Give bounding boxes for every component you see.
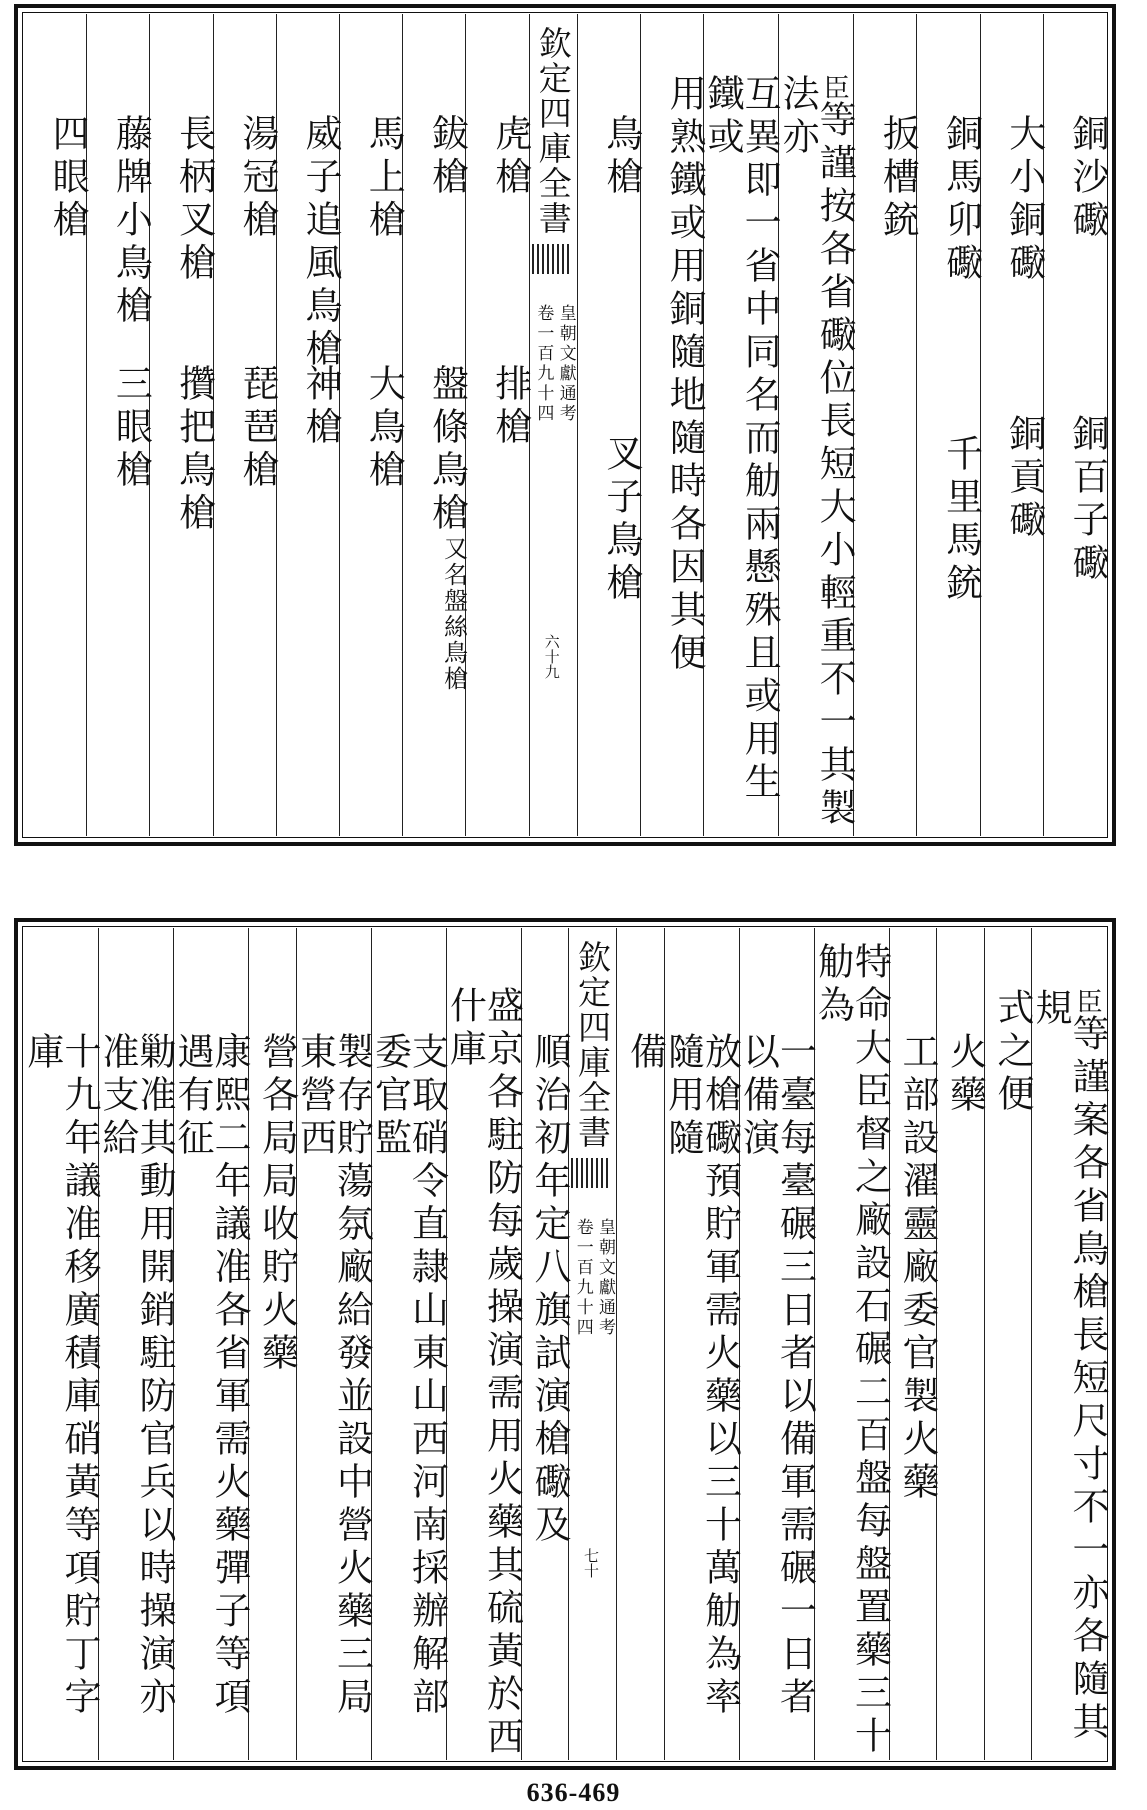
text-column xyxy=(577,14,643,836)
body-text: 盛京各駐防每歲操演需用火藥其硫黃於西什庫 xyxy=(443,986,524,1760)
minister-mark: 臣 xyxy=(819,74,850,100)
body-text: 營各局局收貯火藥 xyxy=(255,1032,299,1376)
body-text: 特命大臣督之廠設石碾二百盤每盤置藥三十觔為 xyxy=(811,942,892,1759)
fish-tail-mark xyxy=(532,244,570,274)
commentary-text: 式之便 xyxy=(991,988,1034,1117)
item-name: 三眼槍 xyxy=(109,364,153,493)
item-name: 長柄叉槍 xyxy=(172,114,216,286)
item-name: 盤條鳥槍 xyxy=(425,364,469,536)
bottom-page-columns xyxy=(21,928,1109,1760)
text-column xyxy=(443,928,524,1760)
book-title: 欽定四庫全書 xyxy=(573,940,612,1150)
source-title: 皇朝文獻通考 xyxy=(555,304,576,424)
text-column xyxy=(853,14,920,836)
text-column xyxy=(149,14,216,836)
body-text: 十九年議准移廣積庫硝黃等項貯丁字庫 xyxy=(21,1032,101,1720)
item-name: 鳥槍 xyxy=(599,114,643,200)
item-name: 湯冠槍 xyxy=(235,114,279,243)
item-name: 神槍 xyxy=(299,364,343,450)
item-name: 銅百子礮 xyxy=(1066,414,1109,586)
body-text: 支取硝令直隷山東山西河南採辦解部委官監 xyxy=(368,1032,449,1720)
body-text: 勦准其動用開銷駐防官兵以時操演亦准支給 xyxy=(96,1032,176,1720)
commentary-text: 等謹案各省鳥槍長短尺寸不一亦各隨其規 xyxy=(1029,988,1109,1745)
text-column xyxy=(171,928,251,1760)
bottom-page xyxy=(14,918,1116,1770)
text-column xyxy=(736,928,817,1760)
source-title: 皇朝文獻通考 xyxy=(595,1218,615,1338)
text-column xyxy=(984,928,1032,1760)
item-name: 大小銅礮 xyxy=(1002,114,1046,286)
text-column xyxy=(1029,928,1109,1760)
text-column xyxy=(1043,14,1109,836)
text-column xyxy=(86,14,153,836)
item-name: 叉子鳥槍 xyxy=(599,434,643,606)
center-fold-column xyxy=(568,928,616,1760)
item-name: 藤牌小鳥槍 xyxy=(109,114,153,329)
item-name: 攢把鳥槍 xyxy=(172,364,216,536)
item-name: 四眼槍 xyxy=(46,114,90,243)
text-column xyxy=(640,14,707,836)
text-column xyxy=(368,928,449,1760)
text-column xyxy=(276,14,343,836)
text-column xyxy=(96,928,176,1760)
commentary-text: 等謹按各省礮位長短大小輕重不一其製法亦 xyxy=(776,74,857,831)
body-text: 備 xyxy=(623,1032,667,1075)
section-heading: 火藥 xyxy=(943,1032,987,1118)
text-column xyxy=(661,928,742,1760)
item-name: 威子追風鳥槍 xyxy=(299,114,343,372)
text-column xyxy=(21,928,101,1760)
item-name: 銅馬卯礮 xyxy=(939,114,983,286)
text-column xyxy=(339,14,406,836)
text-column xyxy=(776,14,857,836)
text-column xyxy=(889,928,937,1760)
text-column xyxy=(293,928,374,1760)
body-text: 放槍礮預貯軍需火藥以三十萬觔為率隨用隨 xyxy=(661,1032,742,1720)
text-column xyxy=(936,928,987,1760)
item-name: 銅貢礮 xyxy=(1002,414,1046,543)
leaf-number: 六十九 xyxy=(542,634,561,679)
top-page xyxy=(14,4,1116,846)
text-column xyxy=(616,928,667,1760)
volume-number: 卷一百九十四 xyxy=(572,1218,593,1338)
item-name: 千里馬銃 xyxy=(939,434,983,606)
text-column xyxy=(980,14,1046,836)
text-column xyxy=(521,928,569,1760)
text-column xyxy=(213,14,279,836)
page-number: 636-469 xyxy=(526,1778,621,1807)
text-column xyxy=(701,14,782,836)
text-column xyxy=(402,14,469,836)
body-text: 工部設濯靈廠委官製火藥 xyxy=(896,1032,939,1505)
item-name: 鈸槍 xyxy=(425,114,469,200)
item-name: 扳槽銃 xyxy=(876,114,920,243)
fish-tail-mark xyxy=(571,1158,609,1188)
body-text: 順治初年定八旗試演槍礮及 xyxy=(528,1032,571,1548)
commentary-text: 互異即一省中同名而觔兩懸殊且或用生鐵或 xyxy=(701,74,782,805)
top-page-columns xyxy=(24,14,1109,836)
item-name: 銅沙礮 xyxy=(1066,114,1109,243)
leaf-number: 七十 xyxy=(582,1548,600,1578)
body-text: 一臺每臺碾三日者以備軍需碾一日者以備演 xyxy=(736,1032,817,1720)
body-text: 製存貯蕩氛廠給發並設中營火藥三局東營西 xyxy=(293,1032,374,1720)
text-column xyxy=(916,14,983,836)
text-column xyxy=(24,14,90,836)
minister-mark: 臣 xyxy=(1072,988,1102,1014)
center-fold-column xyxy=(529,14,577,836)
text-column xyxy=(248,928,299,1760)
book-title: 欽定四庫全書 xyxy=(533,26,573,236)
text-column xyxy=(465,14,532,836)
text-column xyxy=(811,928,892,1760)
item-name: 馬上槍 xyxy=(362,114,406,243)
volume-number: 卷一百九十四 xyxy=(533,304,554,424)
annotation-note: 又名盤絲鳥槍 xyxy=(439,536,468,692)
item-name: 排槍 xyxy=(488,364,532,450)
body-text: 康熙二年議准各省軍需火藥彈子等項遇有征 xyxy=(171,1032,251,1720)
item-name: 大鳥槍 xyxy=(362,364,406,493)
commentary-text: 用熟鐵或用銅隨地隨時各因其便 xyxy=(663,74,707,676)
item-name: 虎槍 xyxy=(488,114,532,200)
item-name: 琵琶槍 xyxy=(235,364,279,493)
